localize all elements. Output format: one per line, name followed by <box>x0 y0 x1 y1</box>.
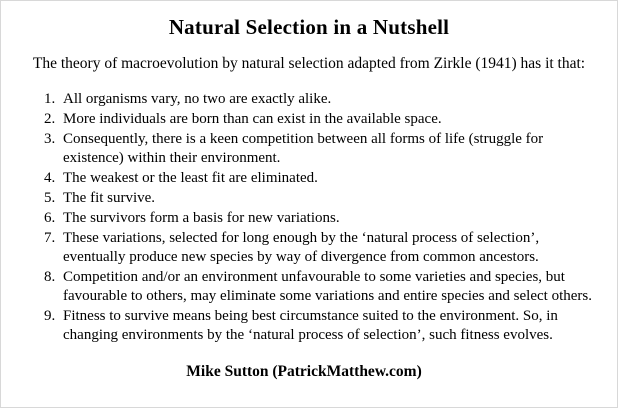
list-item: 3. Consequently, there is a keen competition between all forms of life (struggle for existence) within their environment. <box>59 130 603 168</box>
list-item: 6. The survivors form a basis for new variations. <box>59 209 603 228</box>
list-item: 9. Fitness to survive means being best circumstance suited to the environment. So, in changing environments by the ‘natural process of selection’, such fitness evolves. <box>59 307 603 345</box>
numbered-list <box>15 90 603 346</box>
list-item: 7. These variations, selected for long enough by the ‘natural process of selection’, eventually produce new species by way of divergence from common ancestors. <box>59 229 603 267</box>
list-item: 8. Competition and/or an environment unfavourable to some varieties and species, but favourable to others, may eliminate some variations and entire species and select others. <box>59 268 603 306</box>
list-item: 1. All organisms vary, no two are exactly alike. <box>59 90 603 109</box>
author-signature: Mike Sutton (PatrickMatthew.com) <box>186 363 422 381</box>
list-item: 5. The fit survive. <box>59 189 603 208</box>
page-title: Natural Selection in a Nutshell <box>168 15 450 39</box>
list-item: 2. More individuals are born than can exist in the available space. <box>59 110 603 129</box>
intro-paragraph: The theory of macroevolution by natural selection adapted from Zirkle (1941) has it that: <box>32 55 586 73</box>
list-item: 4. The weakest or the least fit are eliminated. <box>59 169 603 188</box>
